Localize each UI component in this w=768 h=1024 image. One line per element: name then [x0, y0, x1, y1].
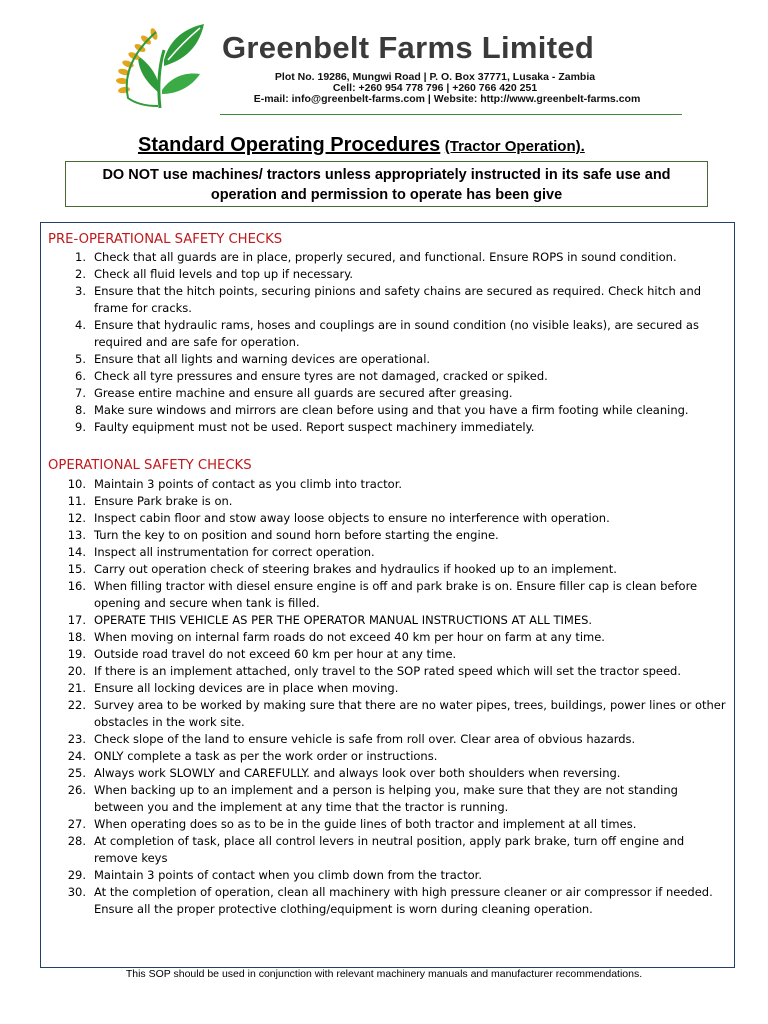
- page-title-sub: (Tractor Operation).: [444, 138, 585, 155]
- list-item: [48, 884, 728, 918]
- operational-list: [48, 476, 728, 918]
- list-item: [48, 867, 728, 884]
- list-item: [48, 833, 728, 867]
- list-item-text: Maintain 3 points of contact as you climb into tractor.: [94, 477, 403, 491]
- list-item-number: 10.: [67, 477, 86, 491]
- list-item: [48, 317, 728, 351]
- list-item-number: 29.: [67, 868, 86, 882]
- list-item-number: 11.: [67, 494, 86, 508]
- page-title-main: Standard Operating Procedures: [138, 134, 441, 156]
- list-item-text: Ensure that hydraulic rams, hoses and couplings are in sound condition (no visible leaks), are secured as required and are safe for operation.: [94, 318, 699, 349]
- list-item-text: When filling tractor with diesel ensure engine is off and park brake is on. Ensure filler cap is clean before opening and secure when tank is filled.: [94, 579, 698, 610]
- list-item: [48, 578, 728, 612]
- list-item-text: Turn the key to on position and sound horn before starting the engine.: [94, 528, 499, 542]
- list-item-text: Faulty equipment must not be used. Report suspect machinery immediately.: [94, 420, 535, 434]
- list-item-text: Check slope of the land to ensure vehicle is safe from roll over. Clear area of obvious hazards.: [94, 732, 636, 746]
- list-item-text: Ensure that all lights and warning devices are operational.: [94, 352, 431, 366]
- list-item: [48, 527, 728, 544]
- contact-email-website: E-mail: info@greenbelt-farms.com | Website: http://www.greenbelt-farms.com: [253, 93, 641, 105]
- list-item: [48, 646, 728, 663]
- contact-phone: Cell: +260 954 778 796 | +260 766 420 251: [332, 82, 538, 94]
- list-item: [48, 765, 728, 782]
- list-item: [48, 266, 728, 283]
- list-item-text: Ensure Park brake is on.: [94, 494, 233, 508]
- company-name: Greenbelt Farms Limited: [222, 30, 595, 65]
- list-item-number: 15.: [67, 562, 86, 576]
- list-item-text: Maintain 3 points of contact when you climb down from the tractor.: [94, 868, 483, 882]
- list-item-text: If there is an implement attached, only travel to the SOP rated speed which will set the tractor speed.: [94, 664, 681, 678]
- list-item-number: 26.: [67, 783, 86, 797]
- list-item: [48, 731, 728, 748]
- list-item-text: When backing up to an implement and a person is helping you, make sure that they are not standing between you and the implement at any time that the tractor is running.: [94, 783, 678, 814]
- list-item-number: 28.: [67, 834, 86, 848]
- list-item: [48, 249, 728, 266]
- warning-line-2: operation and permission to operate has been give: [210, 187, 563, 203]
- list-item: [48, 697, 728, 731]
- warning-line-1: DO NOT use machines/ tractors unless appropriately instructed in its safe use and: [102, 167, 671, 183]
- list-item-number: 30.: [67, 885, 86, 899]
- list-item: [48, 544, 728, 561]
- list-item-number: 19.: [67, 647, 86, 661]
- list-item: [48, 680, 728, 697]
- list-item-text: Check all fluid levels and top up if necessary.: [94, 267, 354, 281]
- list-item-text: Check that all guards are in place, properly secured, and functional. Ensure ROPS in sound condition.: [94, 250, 677, 264]
- list-item-number: 9.: [75, 420, 86, 434]
- list-item-text: Inspect cabin floor and stow away loose objects to ensure no interference with operation.: [94, 511, 610, 525]
- list-item-number: 7.: [75, 386, 86, 400]
- list-item: [48, 663, 728, 680]
- list-item-number: 16.: [67, 579, 86, 593]
- list-item-number: 22.: [67, 698, 86, 712]
- list-item-number: 21.: [67, 681, 86, 695]
- list-item-text: When moving on internal farm roads do not exceed 40 km per hour on farm at any time.: [94, 630, 605, 644]
- list-item: [48, 748, 728, 765]
- list-item-number: 5.: [75, 352, 86, 366]
- section-heading-operational: OPERATIONAL SAFETY CHECKS: [48, 458, 252, 473]
- list-item-number: 20.: [67, 664, 86, 678]
- list-item-text: OPERATE THIS VEHICLE AS PER THE OPERATOR MANUAL INSTRUCTIONS AT ALL TIMES.: [94, 613, 593, 627]
- list-item-text: Grease entire machine and ensure all guards are secured after greasing.: [94, 386, 513, 400]
- list-item-text: Inspect all instrumentation for correct operation.: [94, 545, 375, 559]
- list-item: [48, 368, 728, 385]
- list-item-text: At completion of task, place all control levers in neutral position, apply park brake, turn off engine and remove keys: [94, 834, 685, 865]
- list-item-number: 8.: [75, 403, 86, 417]
- list-item-number: 13.: [67, 528, 86, 542]
- list-item-text: Make sure windows and mirrors are clean before using and that you have a firm footing while cleaning.: [94, 403, 689, 417]
- list-item-text: Carry out operation check of steering brakes and hydraulics if hooked up to an implement.: [94, 562, 617, 576]
- list-item: [48, 402, 728, 419]
- list-item: [48, 419, 728, 436]
- list-item-number: 3.: [75, 284, 86, 298]
- list-item: [48, 493, 728, 510]
- list-item-number: 27.: [67, 817, 86, 831]
- pre-operational-list: [48, 249, 728, 436]
- list-item: [48, 561, 728, 578]
- list-item-number: 25.: [67, 766, 86, 780]
- list-item: [48, 385, 728, 402]
- list-item-number: 1.: [75, 250, 86, 264]
- letterhead: [0, 0, 768, 120]
- list-item-number: 6.: [75, 369, 86, 383]
- list-item-number: 24.: [67, 749, 86, 763]
- list-item: [48, 816, 728, 833]
- header-divider: [220, 114, 682, 115]
- list-item-text: At the completion of operation, clean all machinery with high pressure cleaner or air compressor if needed. Ensure all the proper protective clothing/equipment is worn during cleaning operation.: [94, 885, 713, 916]
- list-item-text: Ensure that the hitch points, securing pinions and safety chains are secured as required. Check hitch and frame for cracks.: [94, 284, 702, 315]
- list-item: [48, 476, 728, 493]
- list-item-text: ONLY complete a task as per the work order or instructions.: [94, 749, 438, 763]
- list-item-text: Outside road travel do not exceed 60 km per hour at any time.: [94, 647, 457, 661]
- list-item: [48, 510, 728, 527]
- contact-address: Plot No. 19286, Mungwi Road | P. O. Box 37771, Lusaka - Zambia: [274, 71, 596, 83]
- section-heading-pre-operational: PRE-OPERATIONAL SAFETY CHECKS: [48, 232, 283, 247]
- list-item-number: 12.: [67, 511, 86, 525]
- list-item: [48, 782, 728, 816]
- list-item-text: Check all tyre pressures and ensure tyres are not damaged, cracked or spiked.: [94, 369, 548, 383]
- warning-box: [65, 161, 708, 207]
- list-item-text: Always work SLOWLY and CAREFULLY. and always look over both shoulders when reversing.: [94, 766, 621, 780]
- list-item-number: 17.: [67, 613, 86, 627]
- leaf-wheat-logo-icon: [108, 20, 208, 112]
- list-item-number: 14.: [67, 545, 86, 559]
- list-item-number: 23.: [67, 732, 86, 746]
- list-item-text: Ensure all locking devices are in place when moving.: [94, 681, 399, 695]
- list-item-number: 2.: [75, 267, 86, 281]
- list-item: [48, 612, 728, 629]
- list-item-number: 4.: [75, 318, 86, 332]
- list-item: [48, 283, 728, 317]
- list-item-text: Survey area to be worked by making sure that there are no water pipes, trees, buildings, power lines or other obstacles in the work site.: [94, 698, 726, 729]
- list-item-text: When operating does so as to be in the guide lines of both tractor and implement at all times.: [94, 817, 637, 831]
- list-item-number: 18.: [67, 630, 86, 644]
- page-title: [138, 134, 738, 157]
- footer-note: This SOP should be used in conjunction with relevant machinery manuals and manufacturer recommendations.: [125, 968, 643, 980]
- list-item: [48, 629, 728, 646]
- list-item: [48, 351, 728, 368]
